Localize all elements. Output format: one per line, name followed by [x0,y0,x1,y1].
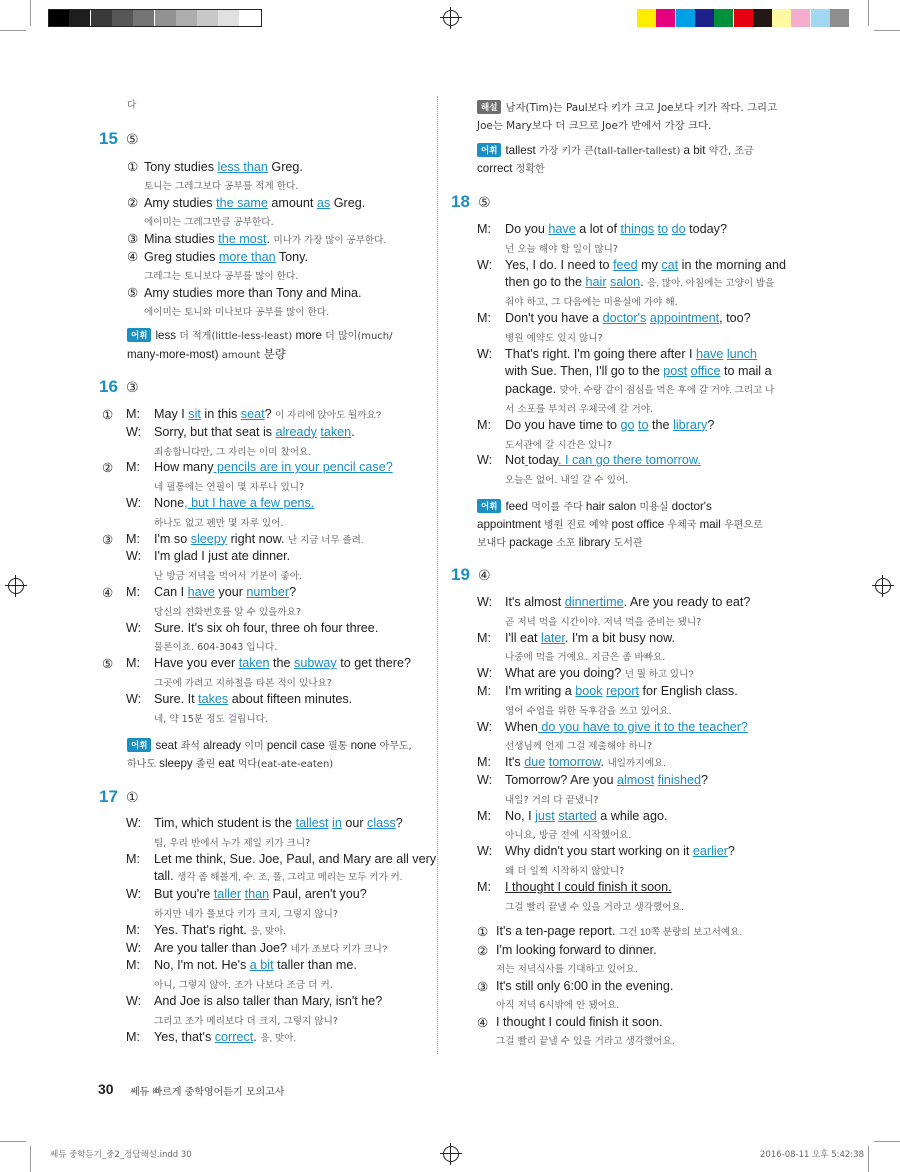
dialogue-line: None, but I have a few pens. [154,496,315,510]
process-swatch [656,9,675,27]
korean-translation: 곧 저녁 먹을 시간이야. 저녁 먹을 준비는 됐니? [505,616,702,628]
dialogue-line: It's almost dinnertime. Are you ready to eat? [505,595,751,609]
dialogue-line: Yes. That's right. 응, 맞아. [154,922,287,937]
key-word: taller [213,887,242,902]
key-word: to [657,222,669,236]
answer-mark: ④ [478,568,491,584]
process-swatch [637,9,656,27]
question-number: 17 [99,787,118,806]
file-name: 쎄듀 중학듣기_중2_정답해설.indd 30 [50,1150,192,1160]
korean-translation: 서 소포를 부치러 우체국에 갈 거야. [505,404,654,415]
speaker-label: W: [477,346,493,361]
option-mark: ① [102,408,114,422]
key-word: taken [320,424,352,439]
crop-mark [30,1146,31,1172]
speaker-label: M: [477,311,491,325]
vocab-line: 하나도 sleepy 졸린 eat 먹다(eat-ate-eaten) [127,757,334,770]
key-word: as [316,196,331,210]
option-sentence: Amy studies more than Tony and Mina. [144,286,362,300]
key-word: later [541,630,565,645]
process-swatch [811,9,830,27]
key-word: to [638,417,649,432]
key-word: started [558,808,597,823]
key-word: , but I have a few pens. [184,496,315,510]
speaker-label: W: [477,773,493,787]
process-swatch [676,9,695,27]
speaker-label: M: [477,879,491,894]
korean-translation: 저는 저녁식사를 기대하고 있어요. [496,964,638,975]
key-word: salon [610,275,641,290]
vocab-tag: 어휘 [127,738,151,752]
answer-mark: ① [126,790,139,806]
korean-translation: 오늘은 없어. 내일 갈 수 있어. [505,475,629,487]
key-word: report [606,684,640,698]
key-word: due [524,755,546,770]
question-number: 19 [451,565,470,584]
dialogue-line: Can I have your number? [154,585,297,599]
option-mark: ④ [102,586,114,600]
dialogue-line: That's right. I'm going there after I have lunch [505,346,757,361]
korean-translation: 응, 많아. 아침에는 고양이 밥을 [647,278,775,290]
dialogue-line: I'm glad I just ate dinner. [154,549,291,564]
korean-translation: 하지만 네가 폴보다 키가 크지, 그렇지 않니? [154,909,338,920]
key-word: feed [613,257,638,272]
key-word: dinnertime [564,595,624,609]
korean-translation: 네 필통에는 연필이 몇 자루나 있니? [154,482,305,494]
answer-mark: ⑤ [126,132,139,148]
korean-translation: 그건 10쪽 분량의 보고서예요. [618,927,743,938]
key-word: sit [188,407,201,421]
dialogue-line: When do you have to give it to the teacher? [505,719,748,734]
dialogue-line: No, I'm not. He's a bit taller than me. [154,958,357,973]
key-word: than [244,887,270,902]
dialogue-line: I'm so sleepy right now. 난 지금 너무 졸려. [154,531,364,546]
korean-translation: 내일까지예요. [607,758,666,770]
option-sentence: Tony studies less than Greg. [144,160,303,174]
key-word: post [663,364,688,379]
key-word: appointment [649,311,720,325]
speaker-label: W: [126,549,142,564]
speaker-label: W: [126,816,142,830]
speaker-label: M: [477,630,491,645]
dialogue-line: No, I just started a while ago. [505,808,668,823]
korean-translation: 넌 오늘 해야 할 일이 많니? [505,243,619,255]
speaker-label: M: [477,755,491,770]
option-mark: ② [127,196,139,210]
option-sentence: It's still only 6:00 in the evening. [496,979,674,993]
crop-mark [0,1141,26,1142]
explanation-line: Joe는 Mary보다 더 크므로 Joe가 반에서 가장 크다. [477,120,712,132]
option-sentence: Mina studies the most. 미나가 가장 많이 공부한다. [144,232,387,246]
header-fragment: 다 [127,100,137,111]
key-word: have [187,585,215,599]
option-mark: ① [127,160,139,174]
key-word: earlier [692,844,728,859]
column-divider [437,96,438,1054]
key-word: do you have to give it to the teacher? [537,719,748,734]
korean-translation: 네가 조보다 키가 크니? [290,943,388,955]
key-word: tallest [295,816,329,830]
key-word: seat [240,407,265,421]
key-word: go [620,417,635,432]
key-word: lunch [726,346,757,361]
speaker-label: W: [126,496,142,510]
process-swatch [830,9,849,27]
dialogue-line: May I sit in this seat? 이 자리에 앉아도 될까요? [154,407,382,421]
vocab-line: correct 정확한 [477,162,545,175]
option-sentence: I'm looking forward to dinner. [496,943,657,957]
key-word: tomorrow [548,755,601,770]
vocab-line: many-more-most) amount 분량 [127,348,286,361]
speaker-label: M: [126,460,140,475]
vocab-line: appointment 병원 진료 예약 post office 우체국 mail 우편으로 [477,518,763,531]
korean-translation: 줘야 하고, 그 다음에는 미용실에 가야 해. [505,297,678,309]
dialogue-line: Sure. It's six oh four, three oh four three. [154,620,379,635]
vocab-line: 어휘 feed 먹이를 주다 hair salon 미용실 doctor's [477,498,712,513]
korean-translation: 죄송합니다만, 그 자리는 이미 찼어요. [154,446,312,458]
dialogue-line: with Sue. Then, I'll go to the post office to mail a [505,364,772,379]
option-sentence: I thought I could finish it soon. [496,1015,663,1029]
key-word: office [690,364,721,379]
dialogue-line: tall. 생각 좀 해볼게, 수. 조, 폴, 그리고 메리는 모두 키가 커. [154,869,403,884]
speaker-label: W: [126,994,142,1008]
speaker-label: W: [477,719,493,734]
option-mark: ④ [127,250,139,264]
key-word: cat [661,257,679,272]
dialogue-line: package. 맞아. 수랑 같이 점심을 먹은 후에 갈 거야. 그리고 나 [505,382,775,397]
option-mark: ② [477,944,489,958]
speaker-label: M: [126,407,140,421]
dialogue-line: Sure. It takes about fifteen minutes. [154,691,353,706]
key-word: sleepy [190,531,228,546]
korean-translation: 물론이죠. 604-3043 입니다. [154,642,278,654]
gray-bar-border [48,9,262,27]
key-word: hair [585,275,607,290]
option-sentence: It's a ten-page report. 그건 10쪽 분량의 보고서예요. [496,924,743,938]
key-word: just [535,808,555,823]
key-word: the same [216,196,268,210]
key-word: have [696,346,724,361]
speaker-label: W: [126,620,142,635]
korean-translation: 난 지금 너무 졸려. [288,534,364,546]
speaker-label: W: [126,940,142,955]
korean-translation: 하나도 없고 펜만 몇 자루 있어. [154,517,284,529]
dialogue-line: I thought I could finish it soon. [505,879,672,894]
registration-mark-icon [443,1146,459,1162]
korean-translation: 왜 더 일찍 시작하지 않았니? [505,866,625,877]
korean-translation: 그곳에 가려고 지하철을 타본 적이 있나요? [154,678,332,689]
process-swatch [753,9,772,27]
speaker-label: W: [126,887,142,902]
speaker-label: M: [126,958,140,973]
korean-translation: 나중에 먹을 거예요. 지금은 좀 바빠요. [505,652,666,664]
crop-mark [874,1141,900,1142]
explanation-tag: 해설 [477,100,501,114]
korean-translation: 팀, 우리 반에서 누가 제일 키가 크니? [154,837,311,849]
korean-translation: 응, 맞아. [250,925,287,937]
key-word: already [275,424,317,439]
vocab-line: 어휘 less 더 적게(little-less-least) more 더 많이(much/ [127,327,393,342]
key-word: takes [198,691,229,706]
registration-mark-icon [875,578,891,594]
registration-mark-icon [443,10,459,26]
korean-translation: 맞아. 수랑 같이 점심을 먹은 후에 갈 거야. 그리고 나 [559,385,775,397]
key-word: book [575,684,603,698]
speaker-label: M: [126,656,140,671]
question-number: 18 [451,192,470,211]
key-word: class [367,816,396,830]
key-word: in [332,816,342,830]
crop-mark [30,0,31,26]
speaker-label: M: [126,531,140,546]
korean-translation: 생각 좀 해볼게, 수. 조, 폴, 그리고 메리는 모두 키가 커. [177,872,403,884]
key-word: finished [657,773,702,787]
process-swatch [791,9,810,27]
print-timestamp: 2016-08-11 오후 5:42:38 [760,1150,864,1160]
dialogue-line: Have you ever taken the subway to get there? [154,656,411,671]
page-number: 30 [98,1081,114,1097]
speaker-label: M: [126,585,140,599]
korean-translation: 영어 수업을 위한 독후감을 쓰고 있어요. [505,705,672,717]
key-word: have [548,222,576,236]
korean-translation: 토니는 그레그보다 공부를 적게 한다. [144,181,299,192]
speaker-label: M: [126,922,140,937]
key-word: correct [214,1029,254,1044]
speaker-label: W: [477,844,493,859]
key-word: almost [617,773,655,787]
key-word: the most [218,232,267,246]
key-word: more than [218,250,276,264]
dialogue-line: I'm writing a book report for English class. [505,684,738,698]
dialogue-line: then go to the hair salon. 응, 많아. 아침에는 고양이 밥을 [505,275,775,290]
option-sentence: Amy studies the same amount as Greg. [144,196,366,210]
key-word: doctor's [602,311,647,325]
speaker-label: M: [477,684,491,698]
process-swatch [714,9,733,27]
speaker-label: W: [477,257,493,272]
vocab-line: 어휘 tallest 가장 키가 큰(tall-taller-tallest) a bit 약간, 조금 [477,142,754,157]
korean-translation: 당신의 전화번호를 알 수 있을까요? [154,606,302,618]
dialogue-line: Not today. I can go there tomorrow. [505,453,701,468]
option-mark: ① [477,925,489,939]
korean-translation: 그레그는 토니보다 공부를 많이 한다. [144,271,299,282]
key-word: less than [217,160,268,174]
key-word: subway [294,656,337,671]
korean-translation: 선생님께 언제 그걸 제출해야 하니? [505,741,653,753]
process-swatch [734,9,753,27]
answer-mark: ⑤ [478,195,491,211]
key-word: pencils are in your pencil case? [213,460,393,475]
dialogue-line: And Joe is also taller than Mary, isn't he? [154,994,383,1008]
speaker-label: W: [477,666,493,681]
dialogue-line: Yes, I do. I need to feed my cat in the morning and [505,257,787,272]
korean-translation: 병원 예약도 있지 않니? [505,332,603,344]
crop-mark [0,30,26,31]
option-sentence: Greg studies more than Tony. [144,250,309,264]
dialogue-line: Tim, which student is the tallest in our class? [154,816,403,830]
key-word: a bit [249,958,274,973]
question-number: 15 [99,129,118,148]
key-word: number [246,585,290,599]
dialogue-line: Sorry, but that seat is already taken. [154,424,355,439]
crop-mark [868,0,869,26]
korean-translation: 그걸 빨리 끝낼 수 있을 거라고 생각했어요. [496,1036,675,1047]
dialogue-line: Do you have a lot of things to do today? [505,222,727,236]
book-title: 쎄듀 빠르게 중학영어듣기 모의고사 [130,1087,285,1098]
dialogue-line: I'll eat later. I'm a bit busy now. [505,630,676,645]
option-mark: ④ [477,1016,489,1030]
question-number: 16 [99,377,118,396]
korean-translation: 난 방금 저녁을 먹어서 기분이 좋아. [154,571,303,583]
vocab-tag: 어휘 [477,499,501,513]
option-mark: ③ [477,980,489,994]
korean-translation: 아니요, 방금 전에 시작했어요. [505,830,632,842]
vocab-line: 어휘 seat 좌석 already 이미 pencil case 필통 none 아무도, [127,737,412,752]
key-word: taken [238,656,270,671]
korean-translation: 그리고 조가 메리보다 더 크지, 그렇지 않니? [154,1015,338,1027]
dialogue-line: Yes, that's correct. 응, 맞아. [154,1029,297,1044]
explanation-line: 해설 남자(Tim)는 Paul보다 키가 크고 Joe보다 키가 작다. 그리고 [477,99,777,114]
korean-translation: 응, 맞아. [260,1032,297,1044]
speaker-label: M: [477,417,491,432]
key-word: . I can go there tomorrow. [557,453,701,468]
korean-translation: 에이미는 토니와 미나보다 공부를 많이 한다. [144,307,330,318]
korean-translation: 아니, 그렇지 않아. 조가 나보다 조금 더 커. [154,980,333,992]
registration-mark-icon [8,578,24,594]
key-word: things [620,222,655,236]
speaker-label: W: [126,424,142,439]
dialogue-line: What are you doing? 넌 뭘 하고 있니? [505,666,694,681]
option-mark: ⑤ [127,286,139,300]
dialogue-line: Tomorrow? Are you almost finished? [505,773,709,787]
vocab-tag: 어휘 [127,328,151,342]
key-word: do [671,222,686,236]
option-mark: ⑤ [102,657,114,672]
vocab-line: 보내다 package 소포 library 도서관 [477,536,643,549]
dialogue-line: Are you taller than Joe? 네가 조보다 키가 크니? [154,940,388,955]
dialogue-line: How many pencils are in your pencil case? [154,460,393,475]
korean-translation: 그걸 빨리 끝낼 수 있을 거라고 생각했어요. [505,901,684,913]
speaker-label: M: [477,222,491,236]
dialogue-line: It's due tomorrow. 내일까지예요. [505,755,666,770]
korean-translation: 도서관에 갈 시간은 있니? [505,439,612,451]
vocab-tag: 어휘 [477,143,501,157]
speaker-label: M: [126,1029,140,1044]
dialogue-line: Don't you have a doctor's appointment, too? [505,311,751,325]
korean-translation: 아직 저녁 6시밖에 안 됐어요. [496,1000,620,1011]
key-word: library [673,417,708,432]
option-mark: ② [102,461,114,476]
speaker-label: M: [126,851,140,866]
dialogue-line: Let me think, Sue. Joe, Paul, and Mary are all very [154,851,437,866]
option-mark: ③ [127,232,139,246]
speaker-label: W: [126,691,142,706]
crop-mark [874,30,900,31]
process-swatch [772,9,791,27]
crop-mark [868,1146,869,1172]
speaker-label: W: [477,595,493,609]
speaker-label: W: [477,453,493,468]
dialogue-line: But you're taller than Paul, aren't you? [154,887,367,902]
answer-mark: ③ [126,380,139,396]
korean-translation: 내일? 거의 다 끝냈니? [505,794,599,806]
speaker-label: M: [477,808,491,823]
korean-translation: 이 자리에 앉아도 될까요? [275,410,382,421]
korean-translation: 미나가 가장 많이 공부한다. [273,235,387,246]
option-mark: ③ [102,532,114,547]
korean-translation: 에이미는 그레그만큼 공부한다. [144,217,274,228]
dialogue-line: Why didn't you start working on it earlier? [505,844,735,859]
korean-translation: 넌 뭘 하고 있니? [624,669,694,681]
korean-translation: 네, 약 15분 정도 걸립니다. [154,713,268,725]
process-swatch [695,9,714,27]
dialogue-line: Do you have time to go to the library? [505,417,715,432]
